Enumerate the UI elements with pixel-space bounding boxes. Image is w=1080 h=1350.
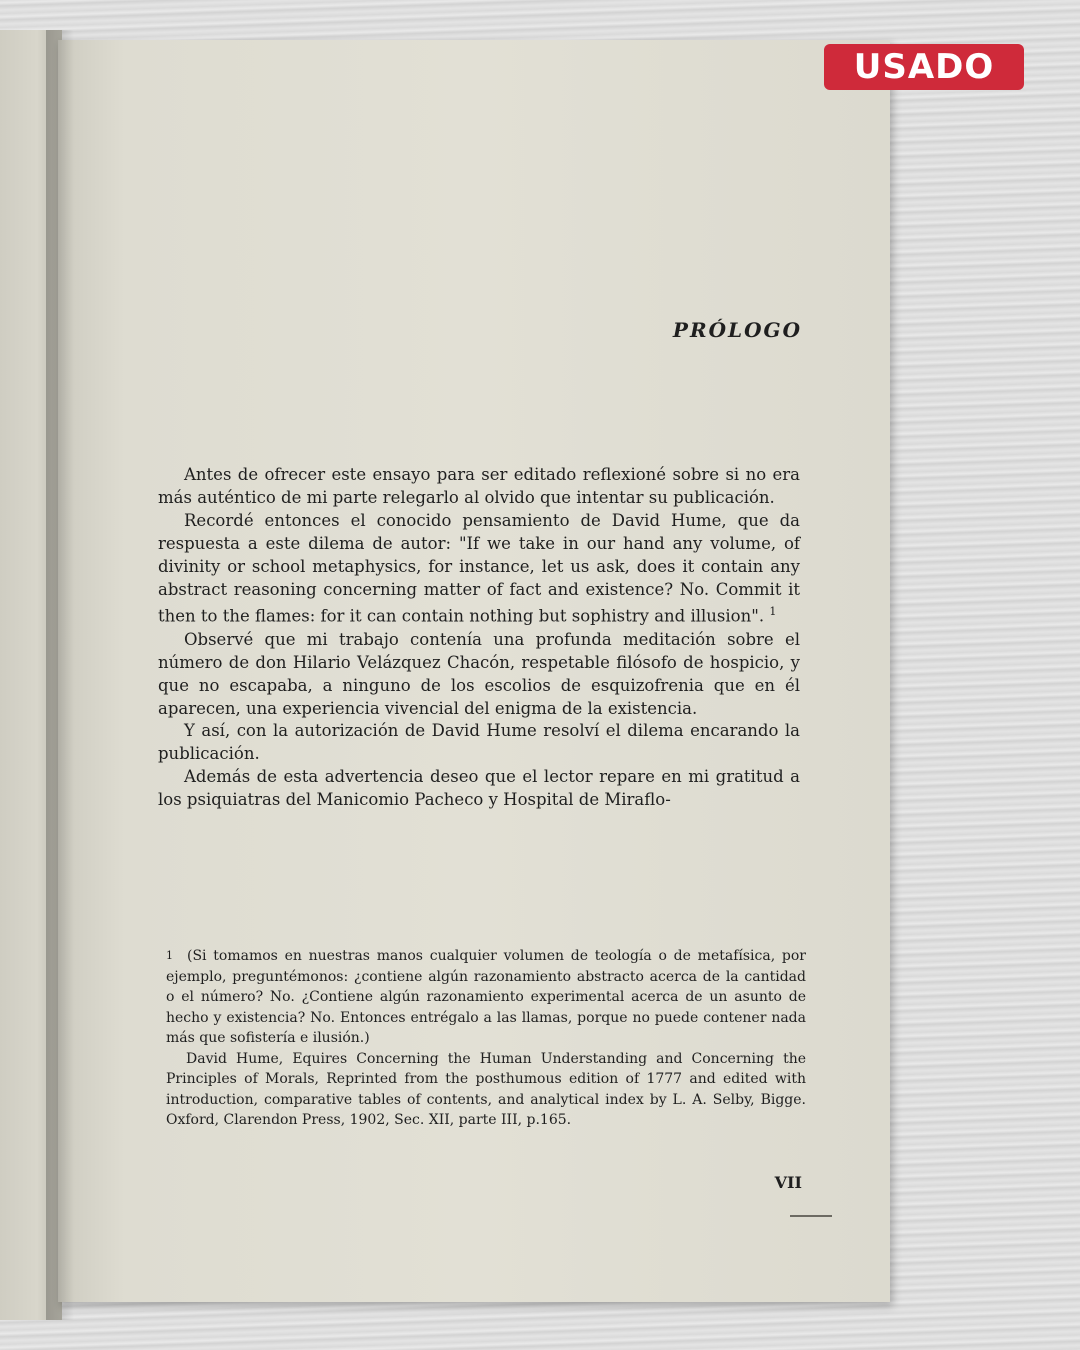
book-page xyxy=(58,40,890,1302)
paragraph-5: Además de esta advertencia deseo que el lector repare en mi gratitud a los psiquiatras del Manicomio Pacheco y Hospital de Miraflo- xyxy=(158,767,800,810)
footnote-1 xyxy=(166,946,806,1049)
body-text xyxy=(158,464,800,812)
paragraph-2 xyxy=(158,510,800,629)
footnote-text: (Si tomamos en nuestras manos cualquier volumen de teología o de metafísica, por ejemplo, preguntémonos: ¿contiene algún razonamiento abstracto acerca de la cantidad o el número? No. ¿Contiene algún razonamiento experimental acerca de un asunto de hecho y existencia? No. Entonces entrégalo a las llamas, porque no puede contener nada más que sofistería e ilusión.) xyxy=(166,948,806,1046)
used-badge: USADO xyxy=(824,44,1024,90)
page-number: VII xyxy=(774,1173,802,1192)
footnote-marker: 1 xyxy=(166,949,173,962)
gutter-shadow xyxy=(46,30,74,1320)
footnote-reference: 1 xyxy=(769,605,777,619)
footnotes xyxy=(166,946,806,1131)
paragraph-2-text: Recordé entonces el conocido pensamiento de David Hume, que da respuesta a este dilema de autor: "If we take in our hand any volume, of divinity or school metaphysics, for instance, let us ask, does it contain any abstract reasoning concerning matter of fact and existence? No. Commit it then to the flames: for it can contain nothing but sophistry and illusion". xyxy=(158,510,800,626)
page-heading: PRÓLOGO xyxy=(672,318,802,342)
paragraph-1: Antes de ofrecer este ensayo para ser editado reflexioné sobre si no era más auténtico de mi parte relegarlo al olvido que intentar su publicación. xyxy=(158,465,800,507)
page-edge-mark xyxy=(790,1215,832,1217)
footnote-citation: David Hume, Equires Concerning the Human Understanding and Concerning the Principles of Morals, Reprinted from the posthumous edition of 1777 and edited with introduction, comparative tables of contents, and analytical index by L. A. Selby, Bigge. Oxford, Clarendon Press, 1902, Sec. XII, parte III, p.165. xyxy=(166,1050,806,1128)
paragraph-4: Y así, con la autorización de David Hume resolví el dilema encarando la publicación. xyxy=(158,721,800,764)
paragraph-3: Observé que mi trabajo contenía una profunda meditación sobre el número de don Hilario Velázquez Chacón, respetable filósofo de hospicio, y que no escapaba, a ninguno de los escolios de esquizofrenia que en él aparecen, una experiencia vivencial del enigma de la existencia. xyxy=(158,629,800,718)
